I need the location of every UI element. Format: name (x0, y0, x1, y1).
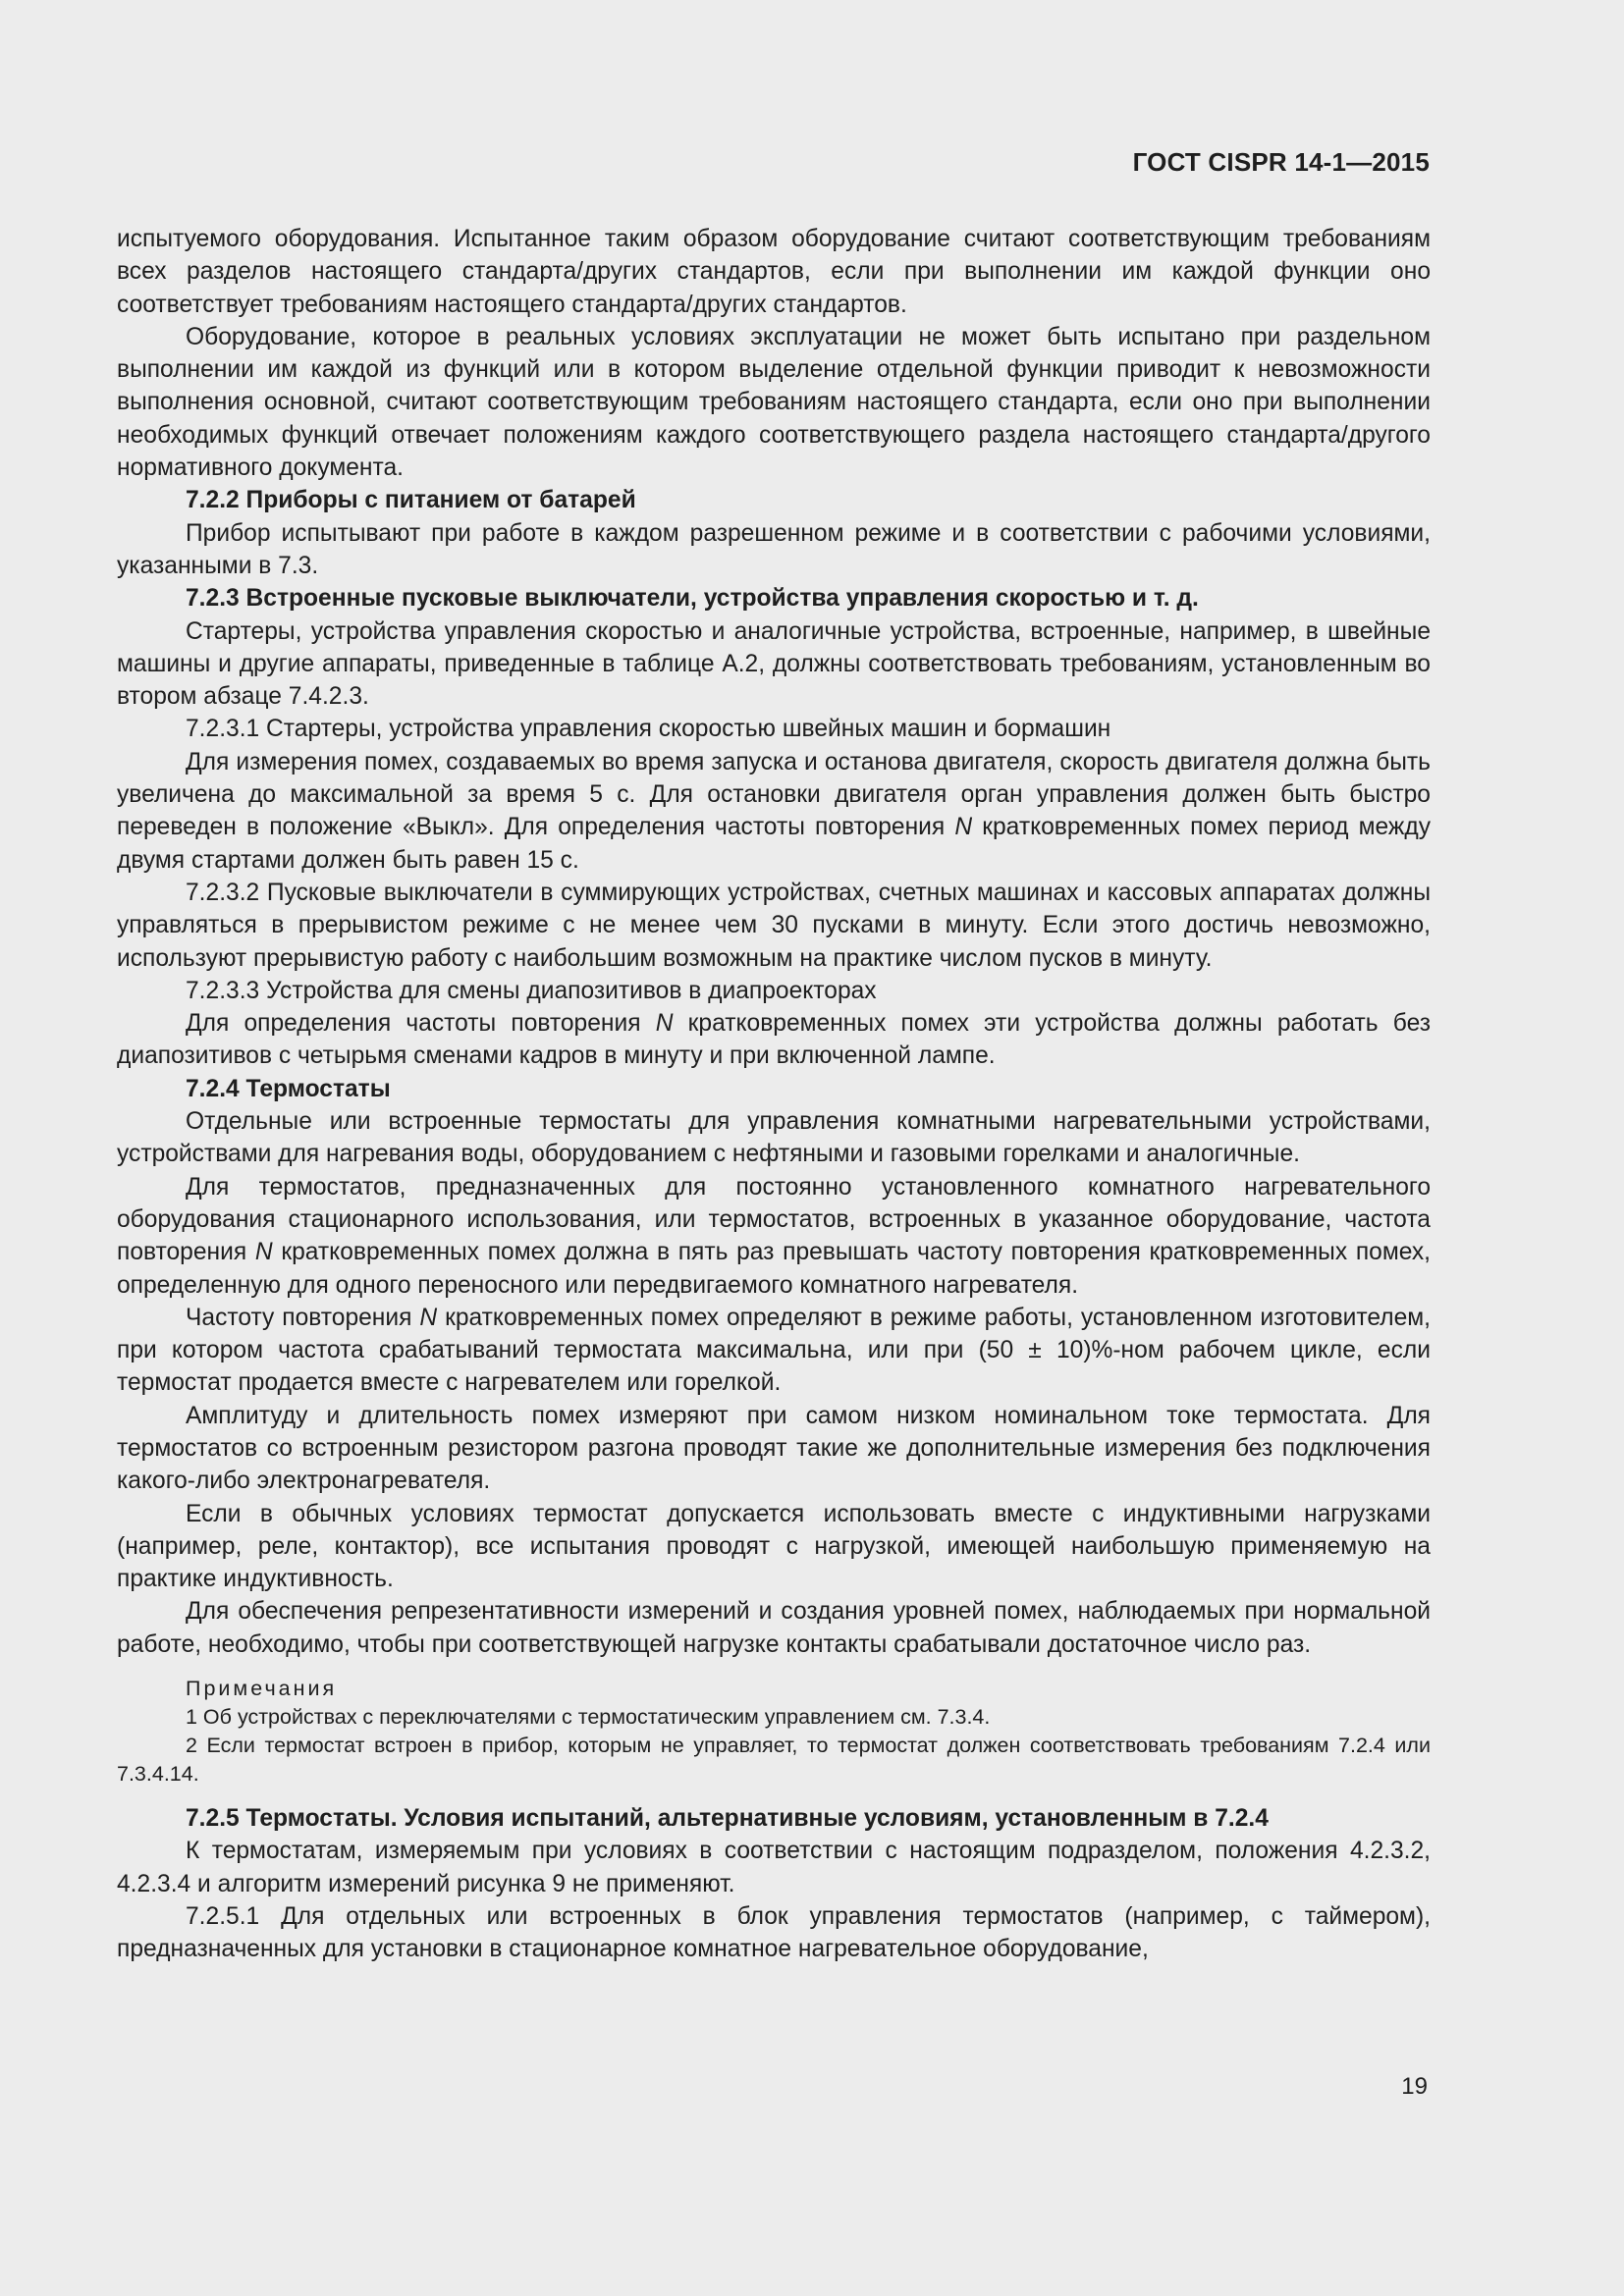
paragraph: Для определения частоты повторения N кратковременных помех эти устройства должны работать без диапозитивов с четырьмя сменами кадров в минуту и при включенной лампе. (117, 1010, 1431, 1070)
page-number: 19 (1401, 2073, 1428, 2100)
paragraph: 7.2.3.1 Стартеры, устройства управления скоростью швейных машин и бормашин (186, 716, 1111, 743)
paragraph: Частоту повторения N кратковременных помех определяют в режиме работы, установленном изготовителем, при котором частота срабатываний термостата максимальна, или при (50 ± 10)%-ном рабочем цикле, если термостат продается вместе с нагревателем или горелкой. (117, 1304, 1431, 1397)
paragraph: 7.2.3.2 Пусковые выключатели в суммирующих устройствах, счетных машинах и кассовых аппаратах должны управляться в прерывистом режиме с не менее чем 30 пусками в минуту. Если этого достичь невозможно, используют прерывистую работу с наибольшим возможным на практике числом пусков в минуту. (117, 879, 1431, 972)
paragraph: 7.2.3.3 Устройства для смены диапозитивов в диапроекторах (186, 977, 877, 1004)
note-item: 2 Если термостат встроен в прибор, которым не управляет, то термостат должен соответствовать требованиям 7.2.4 или 7.3.4.14. (117, 1734, 1431, 1787)
note-item: 1 Об устройствах с переключателями с термостатическим управлением см. 7.3.4. (186, 1705, 991, 1730)
paragraph: Для термостатов, предназначенных для постоянно установленного комнатного нагревательного оборудования стационарного использования, или термостатов, встроенных в указанное оборудование, частота повторения N кратковременных помех должна в пять раз превышать частоту повторения кратковременных помех, определенную для одного переносного или передвигаемого комнатного нагревателя. (117, 1173, 1432, 1299)
paragraph: Для обеспечения репрезентативности измерений и создания уровней помех, наблюдаемых при нормальной работе, необходимо, чтобы при соответствующей нагрузке контакты срабатывали достаточное число раз. (117, 1598, 1431, 1658)
variable-n: N (954, 814, 973, 841)
variable-n: N (254, 1239, 273, 1266)
paragraphs-before-notes (117, 223, 1431, 1661)
paragraph: Стартеры, устройства управления скоростью и аналогичные устройства, встроенные, например, в швейные машины и другие аппараты, приведенные в таблице А.2, должны соответствовать требованиям, установленным во втором абзаце 7.4.2.3. (117, 617, 1431, 711)
paragraph: 7.2.5.1 Для отдельных или встроенных в блок управления термостатов (например, с таймером), предназначенных для установки в стационарное комнатное нагревательное оборудование, (117, 1902, 1431, 1963)
section-heading: 7.2.3 Встроенные пусковые выключатели, устройства управления скоростью и т. д. (186, 585, 1199, 613)
paragraph: К термостатам, измеряемым при условиях в соответствии с настоящим подразделом, положения 4.2.3.2, 4.2.3.4 и алгоритм измерений рисунка 9 не применяют. (117, 1838, 1431, 1897)
section-heading: 7.2.5 Термостаты. Условия испытаний, альтернативные условиям, установленным в 7.2.4 (186, 1805, 1269, 1833)
paragraphs-after-notes (117, 1802, 1431, 1965)
notes-heading: Примечания (186, 1677, 338, 1701)
paragraph: Оборудование, которое в реальных условиях эксплуатации не может быть испытано при раздельном выполнении им каждой из функций или в котором выделение отдельной функции приводит к невозможности выполнения основной, считают соответствующим требованиям настоящего стандарта, если оно при выполнении необходимых функций отвечает положениям каждого соответствующего раздела настоящего стандарта/другого нормативного документа. (117, 323, 1431, 482)
paragraph: Если в обычных условиях термостат допускается использовать вместе с индуктивными нагрузками (например, реле, контактор), все испытания проводят с нагрузкой, имеющей наибольшую применяемую на практике индуктивность. (117, 1500, 1431, 1593)
variable-n: N (655, 1010, 674, 1038)
section-heading: 7.2.4 Термостаты (186, 1075, 391, 1102)
paragraph: Амплитуду и длительность помех измеряют при самом низком номинальном токе термостата. Для термостатов со встроенным резистором разгона проводят такие же дополнительные измерения без подключения какого-либо электронагревателя. (117, 1402, 1431, 1495)
paragraph: испытуемого оборудования. Испытанное таким образом оборудование считают соответствующим требованиям всех разделов настоящего стандарта/других стандартов, если при выполнении им каждой функции оно соответствует требованиям настоящего стандарта/других стандартов. (117, 226, 1431, 318)
paragraph: Отдельные или встроенные термостаты для управления комнатными нагревательными устройствами, устройствами для нагревания воды, оборудованием с нефтяными и газовыми горелками и аналогичные. (117, 1108, 1431, 1168)
document-body (117, 223, 1431, 1966)
paragraph: Для измерения помех, создаваемых во время запуска и останова двигателя, скорость двигателя должна быть увеличена до максимальной за время 5 с. Для остановки двигателя орган управления должен быть быстро переведен в положение «Выкл». Для определения частоты повторения N кратковременных помех период между двумя стартами должен быть равен 15 с. (117, 748, 1431, 874)
section-heading: 7.2.2 Приборы с питанием от батарей (186, 487, 636, 514)
variable-n: N (419, 1304, 438, 1331)
notes-block (117, 1675, 1431, 1789)
paragraph: Прибор испытывают при работе в каждом разрешенном режиме и в соответствии с рабочими условиями, указанными в 7.3. (117, 519, 1431, 579)
document-header: ГОСТ CISPR 14-1—2015 (1132, 147, 1430, 177)
